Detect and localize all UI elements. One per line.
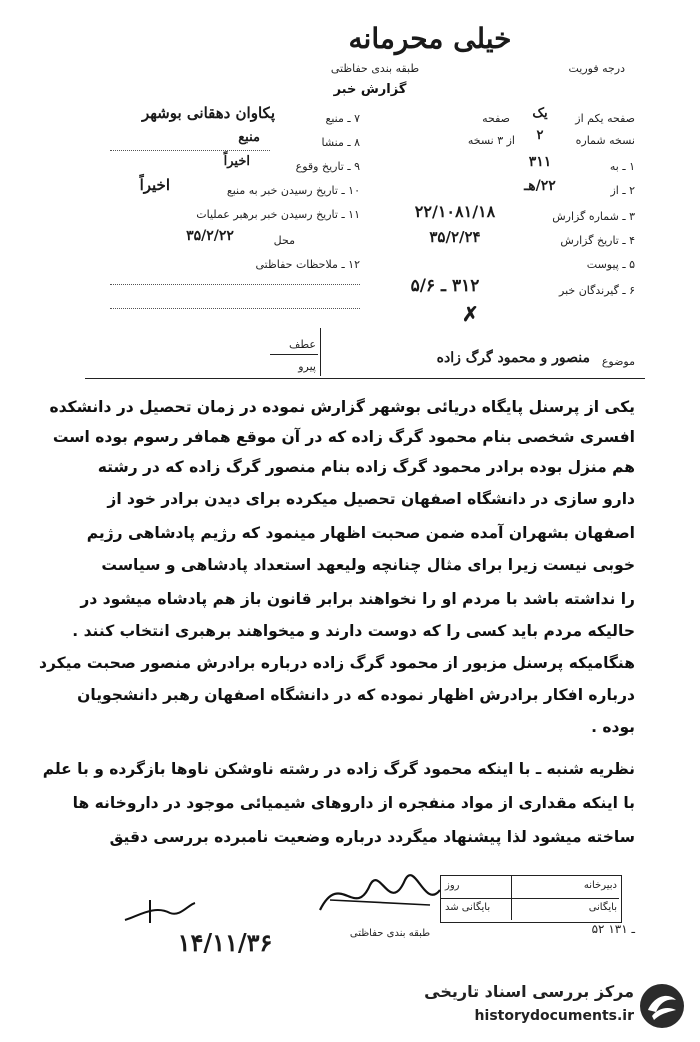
watermark-org-name: مرکز بررسی اسناد تاریخی xyxy=(424,982,634,1001)
body-line: خوبی نیست زیرا برای مثال چنانچه ولیعهد استعداد پادشاهی و سیاست xyxy=(101,556,635,574)
right-form-value-report-number: ۲۲/۱۰۸۱/۱۸ xyxy=(414,202,496,221)
stamp-day-label: روز xyxy=(445,880,460,891)
right-form-value-page: یک xyxy=(532,106,548,121)
right-form-value-to: ۳۱۱ xyxy=(528,154,552,170)
check-mark: ✗ xyxy=(462,302,479,326)
body-line: ساخته میشود لذا پیشنهاد میگردد درباره وضعیت نامبرده بررسی دقیق xyxy=(109,828,635,846)
left-form-value-origin: منبع xyxy=(238,130,260,145)
right-form-label-report-date: ۴ ـ تاریخ گزارش xyxy=(560,234,635,247)
right-form-suffix-copy: از ۳ نسخه xyxy=(467,134,515,147)
right-form-label-from: ۲ ـ از xyxy=(610,184,635,197)
right-form-value-recipients: ۳۱۲ ـ ۵/۶ xyxy=(410,276,480,296)
left-form-label-occurrence-date: ۹ ـ تاریخ وقوع xyxy=(295,160,360,173)
subject-label: موضوع xyxy=(601,355,635,368)
left-form-label-receipt-source: ۱۰ ـ تاریخ رسیدن خبر به منبع xyxy=(226,184,360,197)
right-form-value-copy: ۲ xyxy=(536,128,544,143)
watermark xyxy=(420,978,690,1034)
body-line: اصفهان بشهران آمده ضمن صحبت اظهار مینمود که رژیم پادشاهی رژیم xyxy=(86,524,635,542)
left-form-value-source: پکاوان دهقانی بوشهر xyxy=(141,104,275,122)
body-line: حالیکه مردم باید کسی را که دوست دارند و میخواهند برهبری انتخاب کنند . xyxy=(72,622,635,640)
right-form-label-page: صفحه یکم از xyxy=(575,112,635,125)
body-line: درباره افکار برادرش اظهار نموده که در دانشگاه اصفهان رهبر دانشجویان xyxy=(77,686,635,704)
report-title: گزارش خبر xyxy=(333,82,407,97)
classification-printed-label: طبقه بندی حفاظتی xyxy=(330,62,420,75)
body-line: هم منزل بوده برادر محمود گرگ زاده بنام منصور گرگ زاده که در رشته xyxy=(97,458,635,476)
stamp-registry-label: دبیرخانه xyxy=(583,880,617,891)
left-form-value-place: ۳۵/۲/۲۲ xyxy=(186,228,234,244)
left-form-label-origin: ۸ ـ منشا xyxy=(321,136,360,149)
classification-handwritten: خیلی محرمانه xyxy=(348,22,512,55)
right-form-label-to: ۱ ـ به xyxy=(609,160,635,173)
left-form-value-occurrence-date: اخیراً xyxy=(223,154,250,169)
peyro-label: پیرو xyxy=(298,360,316,373)
stamp-archive-label: بایگانی xyxy=(588,902,617,913)
stamp-archived-label: بایگانی شد xyxy=(445,902,491,913)
right-form-value-report-date: ۳۵/۲/۲۴ xyxy=(429,228,481,246)
body-line: دارو سازی در دانشگاه اصفهان تحصیل میکرده برای دیدن برادر خود از xyxy=(107,490,635,508)
body-line: با اینکه مقداری از مواد منفجره از داروهای شیمیائی موجود در داروخانه ها xyxy=(72,794,635,812)
body-line: را نداشته باشد با مردم او را نخواهند برابر قانون باز هم پادشاه میشود در xyxy=(80,590,635,608)
classification-footer-label: طبقه بندی حفاظتی xyxy=(349,928,431,939)
form-number: ۵۲ ـ ۱۳۱ xyxy=(591,922,635,936)
archive-logo-icon xyxy=(638,982,686,1030)
signature-scribble xyxy=(310,860,450,930)
right-form-label-report-number: ۳ ـ شماره گزارش xyxy=(552,210,635,223)
body-line: یکی از پرسنل پایگاه دریائی بوشهر گزارش نموده در زمان تحصیل در دانشکده xyxy=(49,398,635,416)
body-line: افسری شخصی بنام محمود گرگ زاده که در آن موقع همافر رسوم بوده است xyxy=(52,428,635,446)
right-form-label-attachment: ۵ ـ پیوست xyxy=(586,258,635,271)
left-form-label-receipt-operations: ۱۱ ـ تاریخ رسیدن خبر برهبر عملیات xyxy=(196,208,360,221)
right-form-suffix-page: صفحه xyxy=(482,112,510,125)
left-form-label-source: ۷ ـ منبع xyxy=(325,112,360,125)
right-form-value-from: ۲۲/هـ xyxy=(524,178,556,194)
reference-box xyxy=(270,328,321,376)
priority-label: درجه فوریت xyxy=(568,62,625,75)
right-form-label-copy: نسخه شماره xyxy=(575,134,635,147)
atf-label: عطف xyxy=(289,338,316,351)
handwritten-date: ۱۴/۱۱/۳۶ xyxy=(177,928,273,957)
stamp-box xyxy=(440,875,622,923)
subject-value: منصور و محمود گرگ زاده xyxy=(436,350,590,366)
body-line: هنگامیکه پرسنل مزبور از محمود گرگ زاده درباره برادرش منصور صحبت میکرد xyxy=(39,654,635,672)
right-form-label-recipients: ۶ ـ گیرندگان خبر xyxy=(559,284,635,297)
watermark-url: historydocuments.ir xyxy=(474,1008,634,1024)
body-line: بوده . xyxy=(591,718,635,736)
left-form-label-security-notes: ۱۲ ـ ملاحظات حفاظتی xyxy=(255,258,360,271)
left-form-label-place: محل xyxy=(273,234,295,247)
left-form-value-receipt-source: اخیراً xyxy=(139,176,170,194)
body-line: نظریه شنبه ـ با اینکه محمود گرگ زاده در رشته ناوشکن ناوها بازگرده و با علم xyxy=(42,760,635,778)
